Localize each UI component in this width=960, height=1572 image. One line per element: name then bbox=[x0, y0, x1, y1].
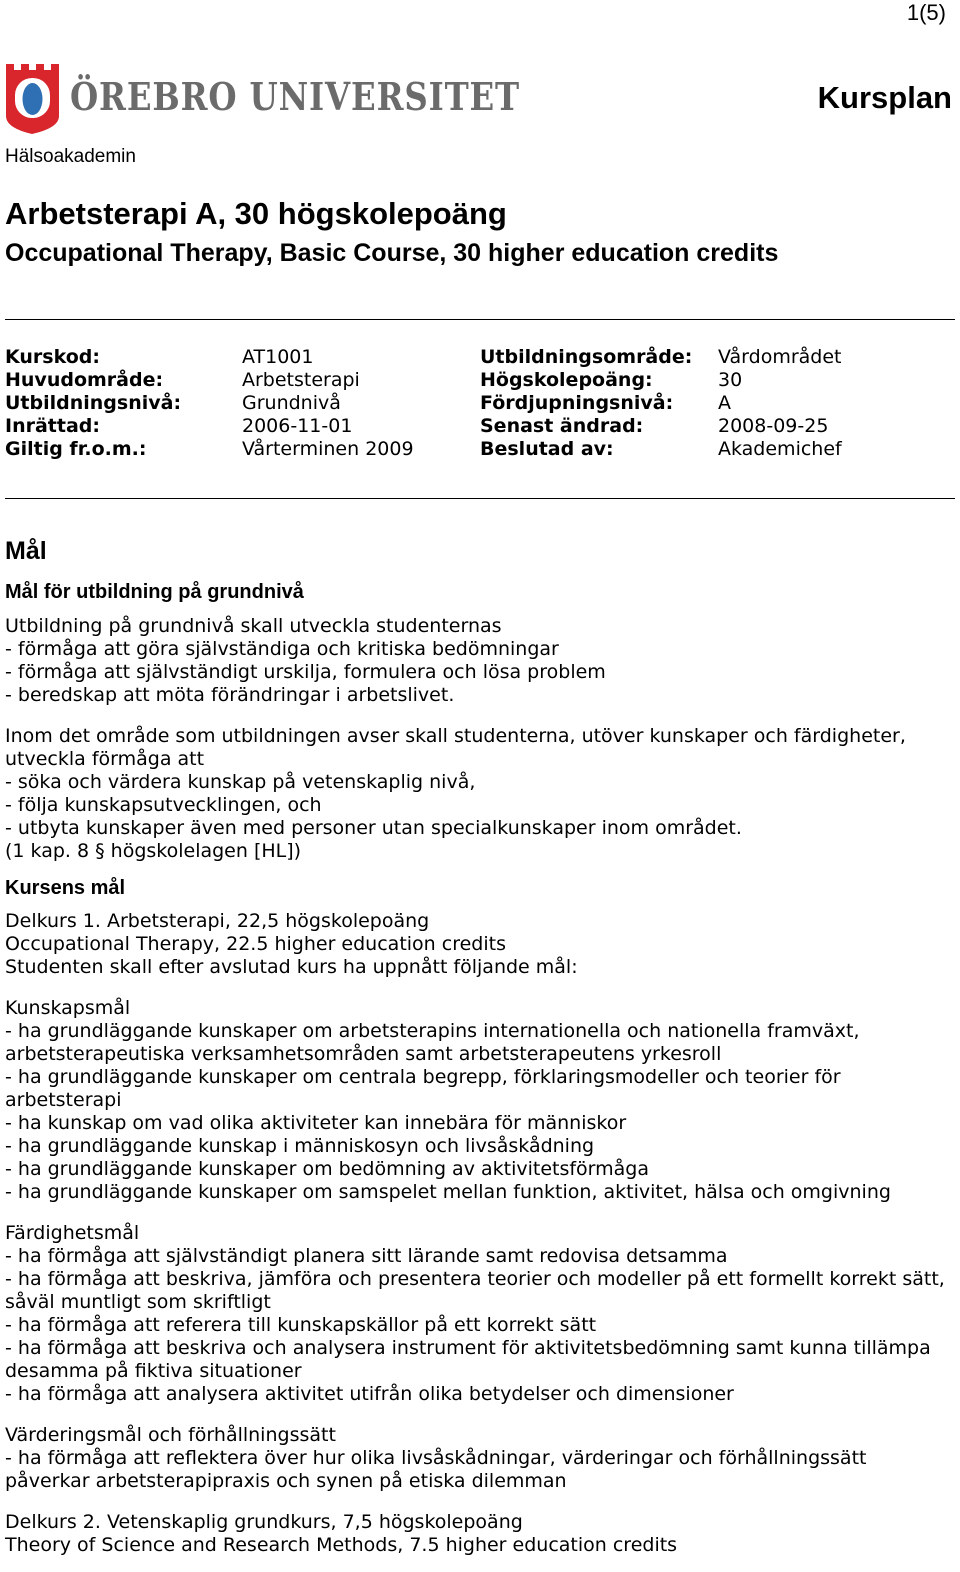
divider-top bbox=[5, 319, 955, 320]
logo-text: ÖREBRO UNIVERSITET bbox=[70, 74, 520, 119]
page-number: 1(5) bbox=[906, 0, 946, 25]
goals-body bbox=[5, 572, 955, 1557]
document-type: Kursplan bbox=[817, 80, 952, 115]
university-logo bbox=[4, 58, 524, 138]
castle-emblem-icon bbox=[6, 64, 59, 134]
section-heading-goals: Mål bbox=[5, 537, 47, 565]
divider-bottom bbox=[5, 498, 955, 499]
basic-level-goals-paragraph: Utbildning på grundnivå skall utveckla studenternas - förmåga att göra självständiga och kritiska bedömningar - förmåga att självständigt urskilja, formulera och lösa problem - beredskap att möta förändringar i arbetslivet. bbox=[5, 615, 606, 706]
subheading-course-goals: Kursens mål bbox=[5, 877, 126, 899]
subheading-basic-level-goals: Mål för utbildning på grundnivå bbox=[5, 581, 304, 603]
part-two-intro: Delkurs 2. Vetenskaplig grundkurs, 7,5 högskolepoäng Theory of Science and Research Methods, 7.5 higher education credits bbox=[5, 1511, 678, 1556]
skills-goals: Färdighetsmål - ha förmåga att självständigt planera sitt lärande samt redovisa detsamma - ha förmåga att beskriva, jämföra och presentera teorier och modeller på ett formellt korrekt sätt, såväl muntligt som skriftligt - ha förmåga att referera till kunskapskällor på ett korrekt sätt - ha förmåga att beskriva och analysera instrument för aktivitetsbedömning samt kunna tillämpa desamma på fiktiva situationer - ha förmåga att analysera aktivitet utifrån olika betydelser och dimensioner bbox=[5, 1222, 945, 1405]
part-one-intro: Delkurs 1. Arbetsterapi, 22,5 högskolepoäng Occupational Therapy, 22.5 higher education credits Studenten skall efter avslutad kurs ha uppnått följande mål: bbox=[5, 910, 578, 978]
knowledge-goals: Kunskapsmål - ha grundläggande kunskaper om arbetsterapins internationella och nationella framväxt, arbetsterapeutiska verksamhetsområden samt arbetsterapeutens yrkesroll - ha grundläggande kunskaper om centrala begrepp, förklaringsmodeller och teorier för arbetsterapi - ha kunskap om vad olika aktiviteter kan innebära för människor - ha grundläggande kunskap i människosyn och livsåskådning - ha grundläggande kunskaper om bedömning av aktivitetsförmåga - ha grundläggande kunskaper om samspelet mellan funktion, aktivitet, hälsa och omgivning bbox=[5, 997, 891, 1203]
values-goals: Värderingsmål och förhållningssätt - ha förmåga att reflektera över hur olika livsåskådningar, värderingar och förhållningssätt påverkar arbetsterapipraxis och synen på etiska dilemman bbox=[5, 1424, 867, 1492]
course-title: Arbetsterapi A, 30 högskolepoäng bbox=[5, 196, 507, 231]
course-title-english: Occupational Therapy, Basic Course, 30 higher education credits bbox=[5, 239, 779, 267]
faculty-name: Hälsoakademin bbox=[5, 146, 136, 167]
area-goals-paragraph: Inom det område som utbildningen avser skall studenterna, utöver kunskaper och färdigheter, utveckla förmåga att - söka och värdera kunskap på vetenskaplig nivå, - följa kunskapsutvecklingen, och - utbyta kunskaper även med personer utan specialkunskaper inom området. (1 kap. 8 § högskolelagen [HL]) bbox=[5, 725, 906, 862]
